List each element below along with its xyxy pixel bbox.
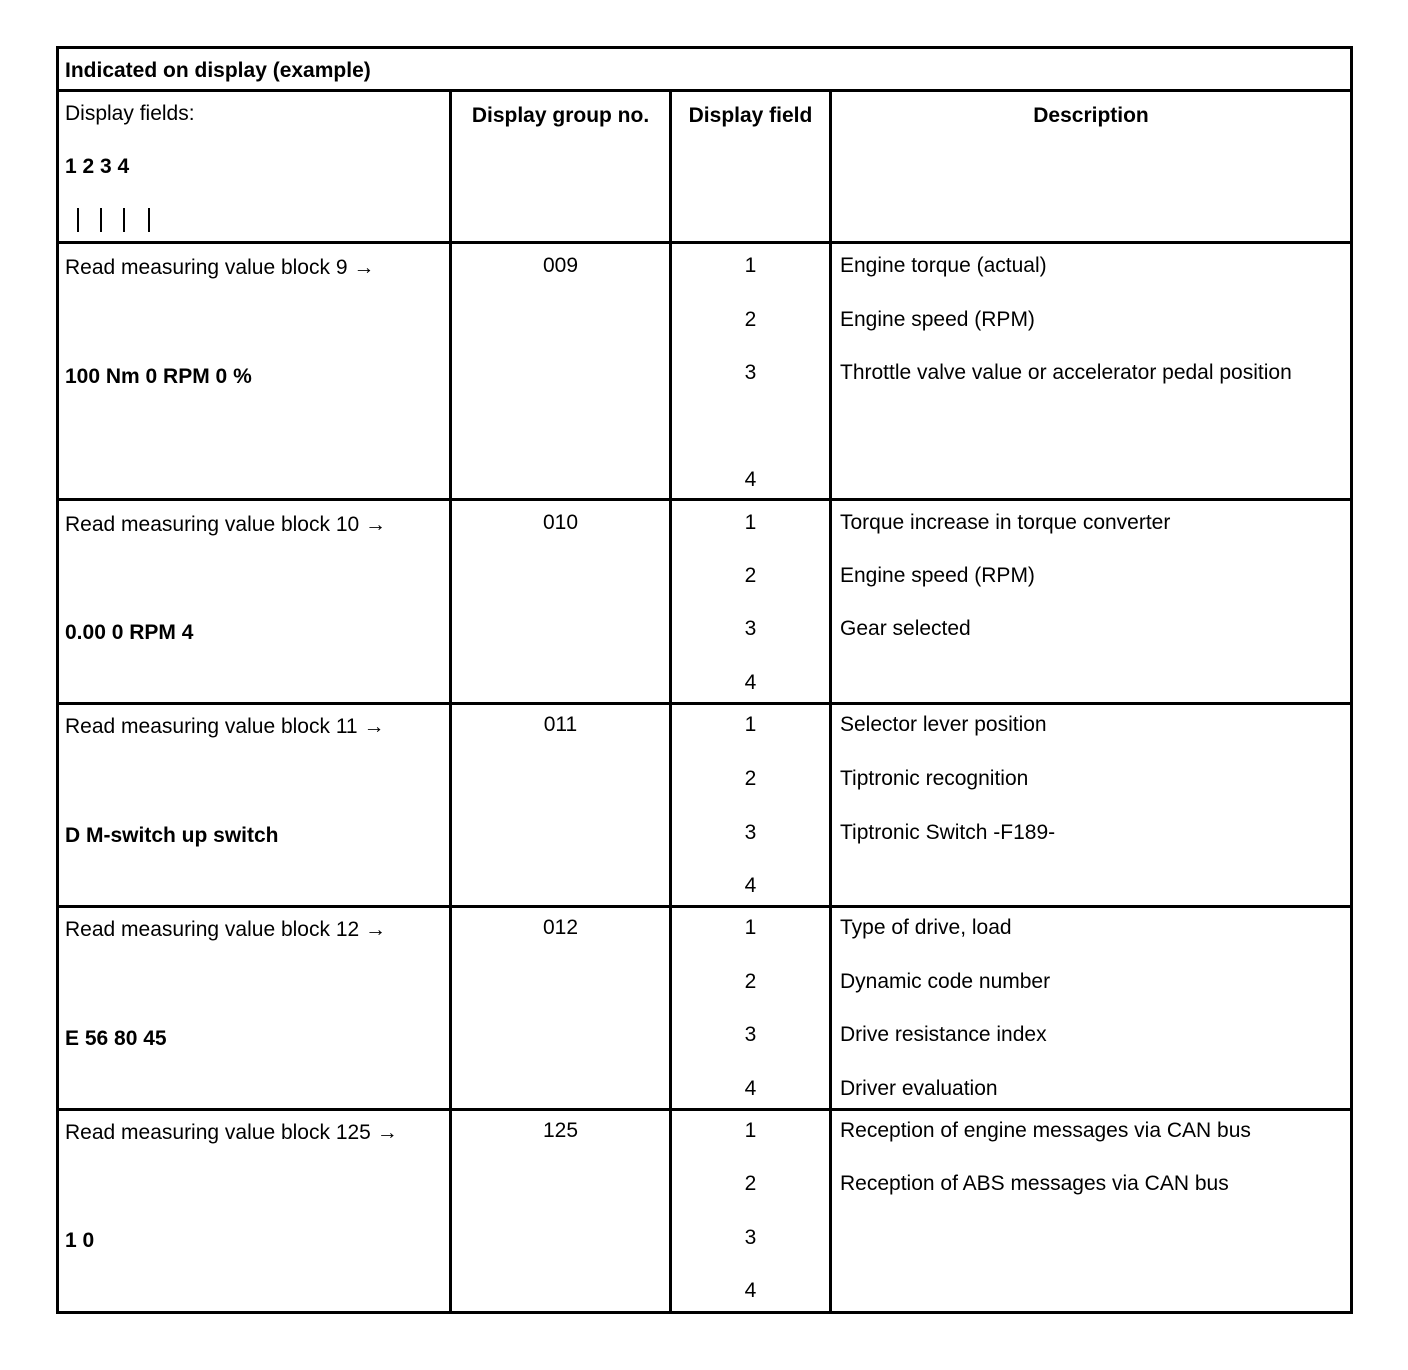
group-cell <box>449 1111 669 1311</box>
header-field-cell <box>669 92 829 241</box>
display-fields-label: Display fields: <box>65 102 195 125</box>
block-label: Read measuring value block 11 → <box>65 715 385 738</box>
table-row <box>56 241 1353 498</box>
col-header-description: Description <box>1033 104 1149 127</box>
description-text: Tiptronic Switch -F189- <box>840 821 1056 844</box>
header-display-fields-cell <box>59 92 449 241</box>
table-row <box>56 1108 1353 1314</box>
field-number: 1 <box>744 511 757 534</box>
description-text: Dynamic code number <box>840 970 1051 993</box>
field-number: 4 <box>744 468 757 491</box>
block-label-cell <box>59 908 449 1108</box>
block-example-value: 100 Nm 0 RPM 0 % <box>65 365 252 388</box>
group-number: 010 <box>542 511 579 534</box>
field-number: 1 <box>744 1119 757 1142</box>
field-number: 2 <box>744 1172 757 1195</box>
description-text: Torque increase in torque converter <box>840 511 1171 534</box>
field-number: 1 <box>744 254 757 277</box>
field-number: 4 <box>744 1077 757 1100</box>
field-number: 3 <box>744 1226 757 1249</box>
description-text: Reception of engine messages via CAN bus <box>840 1119 1251 1142</box>
field-number: 1 <box>744 916 757 939</box>
group-cell <box>449 501 669 702</box>
group-number: 125 <box>542 1119 579 1142</box>
tick-mark <box>100 208 102 232</box>
description-text: Gear selected <box>840 617 971 640</box>
header-description-cell <box>829 92 1350 241</box>
field-number: 4 <box>744 1279 757 1302</box>
block-label-cell <box>59 501 449 702</box>
field-number: 3 <box>744 617 757 640</box>
table-title: Indicated on display (example) <box>65 59 371 82</box>
field-number: 2 <box>744 767 757 790</box>
group-number: 012 <box>542 916 579 939</box>
group-number: 011 <box>543 713 578 736</box>
block-example-value: E 56 80 45 <box>65 1027 167 1050</box>
block-example-value: D M-switch up switch <box>65 824 279 847</box>
field-number: 2 <box>744 970 757 993</box>
field-cell <box>669 501 829 702</box>
block-example-value: 0.00 0 RPM 4 <box>65 621 194 644</box>
description-text: Engine speed (RPM) <box>840 308 1035 331</box>
col-header-group: Display group no. <box>471 104 650 127</box>
field-cell <box>669 1111 829 1311</box>
description-cell <box>829 1111 1350 1311</box>
field-cell <box>669 705 829 905</box>
tick-mark <box>77 208 79 232</box>
description-text: Tiptronic recognition <box>840 767 1029 790</box>
description-text: Engine torque (actual) <box>840 254 1047 277</box>
group-cell <box>449 705 669 905</box>
description-cell <box>829 705 1350 905</box>
table-row <box>56 905 1353 1108</box>
field-number: 3 <box>744 821 757 844</box>
description-text: Type of drive, load <box>840 916 1012 939</box>
col-header-field: Display field <box>688 104 813 127</box>
group-cell <box>449 244 669 498</box>
block-label: Read measuring value block 12 → <box>65 918 387 941</box>
group-number: 009 <box>542 254 579 277</box>
description-text: Selector lever position <box>840 713 1047 736</box>
group-cell <box>449 908 669 1108</box>
table-row <box>56 702 1353 905</box>
field-number: 2 <box>744 564 757 587</box>
tick-mark <box>148 208 150 232</box>
description-cell <box>829 244 1350 498</box>
description-text: Throttle valve value or accelerator pedal position <box>840 361 1292 384</box>
field-number: 3 <box>744 1023 757 1046</box>
measuring-value-table <box>56 46 1353 1314</box>
field-number: 2 <box>744 308 757 331</box>
description-text: Engine speed (RPM) <box>840 564 1035 587</box>
field-cell <box>669 908 829 1108</box>
field-number: 4 <box>744 671 757 694</box>
description-text: Reception of ABS messages via CAN bus <box>840 1172 1229 1195</box>
table-row <box>56 498 1353 702</box>
description-text: Drive resistance index <box>840 1023 1047 1046</box>
block-label: Read measuring value block 10 → <box>65 513 387 536</box>
header-group-cell <box>449 92 669 241</box>
field-cell <box>669 244 829 498</box>
field-number: 3 <box>744 361 757 384</box>
block-label-cell <box>59 244 449 498</box>
block-label: Read measuring value block 9 → <box>65 256 375 279</box>
description-cell <box>829 908 1350 1108</box>
table-title-row <box>56 46 1353 89</box>
block-label: Read measuring value block 125 → <box>65 1121 398 1144</box>
tick-mark <box>123 208 125 232</box>
description-text: Driver evaluation <box>840 1077 998 1100</box>
block-example-value: 1 0 <box>65 1229 95 1252</box>
field-number: 1 <box>744 713 757 736</box>
description-cell <box>829 501 1350 702</box>
table-header-row <box>56 89 1353 241</box>
field-number: 4 <box>744 874 757 897</box>
block-label-cell <box>59 705 449 905</box>
field-numbers: 1 2 3 4 <box>65 155 130 178</box>
block-label-cell <box>59 1111 449 1311</box>
